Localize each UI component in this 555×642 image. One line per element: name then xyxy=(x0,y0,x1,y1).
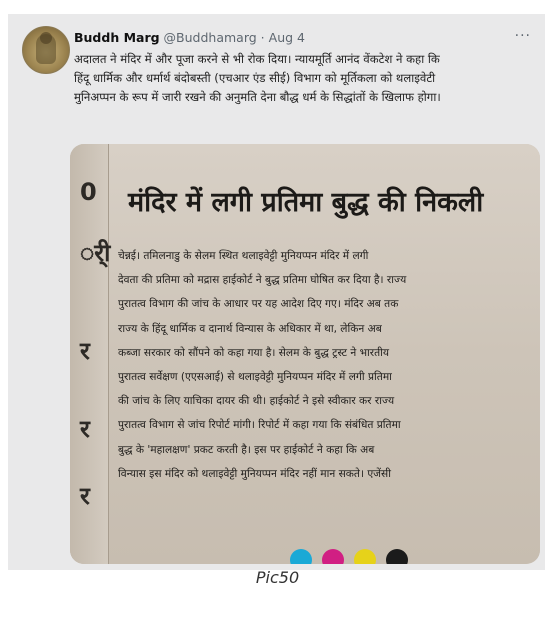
column-glyph: र xyxy=(80,337,90,365)
tweet-card[interactable] xyxy=(8,14,545,570)
cyan-dot xyxy=(290,549,312,564)
attached-photo[interactable] xyxy=(70,144,540,564)
column-glyph: र xyxy=(80,415,90,443)
clipping-article xyxy=(118,244,530,486)
buddha-head-icon xyxy=(40,32,52,44)
article-line: बुद्ध के 'महालक्षण' प्रकट करती है। इस पर हाईकोर्ट ने कहा कि अब xyxy=(118,443,375,456)
newspaper-clipping xyxy=(70,144,540,564)
column-glyph: 0 xyxy=(80,178,97,206)
article-line: चेन्नई। तमिलनाडु के सेलम स्थित थलाइवेट्टी मुनियप्पन मंदिर में लगी xyxy=(118,250,369,262)
article-line: कब्जा सरकार को सौंपने को कहा गया है। सेलम के बुद्ध ट्रस्ट ने भारतीय xyxy=(118,346,390,359)
tweet-text-line: अदालत ने मंदिर में और पूजा करने से भी रोक दिया। न्यायमूर्ति आनंद वेंकटेश ने कहा कि xyxy=(74,52,440,66)
magenta-dot xyxy=(322,549,344,564)
article-line: विन्यास इस मंदिर को थलाइवेट्टी मुनियप्पन मंदिर नहीं मान सकते। एजेंसी xyxy=(118,467,391,480)
avatar[interactable] xyxy=(22,26,70,74)
column-glyph: र्ी xyxy=(80,239,111,267)
article-line: पुरातत्व विभाग से जांच रिपोर्ट मांगी। रिपोर्ट में कहा गया कि संबंधित प्रतिमा xyxy=(118,419,401,432)
article-line: की जांच के लिए याचिका दायर की थी। हाईकोर्ट ने इसे स्वीकार कर राज्य xyxy=(118,395,395,408)
image-caption: Pic50 xyxy=(255,568,300,587)
adjacent-column xyxy=(70,144,109,564)
tweet-text xyxy=(74,50,536,107)
black-dot xyxy=(386,549,408,564)
article-line: देवता की प्रतिमा को मद्रास हाईकोर्ट ने बुद्ध प्रतिमा घोषित कर दिया है। राज्य xyxy=(118,274,407,287)
author-name[interactable]: Buddh Marg xyxy=(74,30,160,45)
tweet-text-line: मुनिअप्पन के रूप में जारी रखने की अनुमति देना बौद्ध धर्म के सिद्धांतों के खिलाफ होगा। xyxy=(74,90,441,104)
more-horizontal-icon[interactable]: ··· xyxy=(514,28,531,44)
clipping-headline: मंदिर में लगी प्रतिमा बुद्ध की निकली xyxy=(128,187,484,218)
tweet-text-line: हिंदू धार्मिक और धर्मार्थ बंदोबस्ती (एचआर एंड सीई) विभाग को मूर्तिकला को थलाइवेटी xyxy=(74,71,436,85)
author-handle[interactable]: @Buddhamarg xyxy=(163,30,257,45)
article-line: पुरातत्व विभाग की जांच के आधार पर यह आदेश दिए गए। मंदिर अब तक xyxy=(118,298,399,311)
separator-dot: · xyxy=(260,30,265,45)
column-glyph: र xyxy=(80,482,90,510)
yellow-dot xyxy=(354,549,376,564)
tweet-date[interactable]: Aug 4 xyxy=(268,30,305,45)
tweet-header xyxy=(74,30,305,45)
article-line: राज्य के हिंदू धार्मिक व दानार्थ विन्यास के अधिकार में था, लेकिन अब xyxy=(118,322,382,335)
article-line: पुरातत्व सर्वेक्षण (एएसआई) से थलाइवेट्टी मुनियप्पन मंदिर में लगी प्रतिमा xyxy=(118,371,392,384)
